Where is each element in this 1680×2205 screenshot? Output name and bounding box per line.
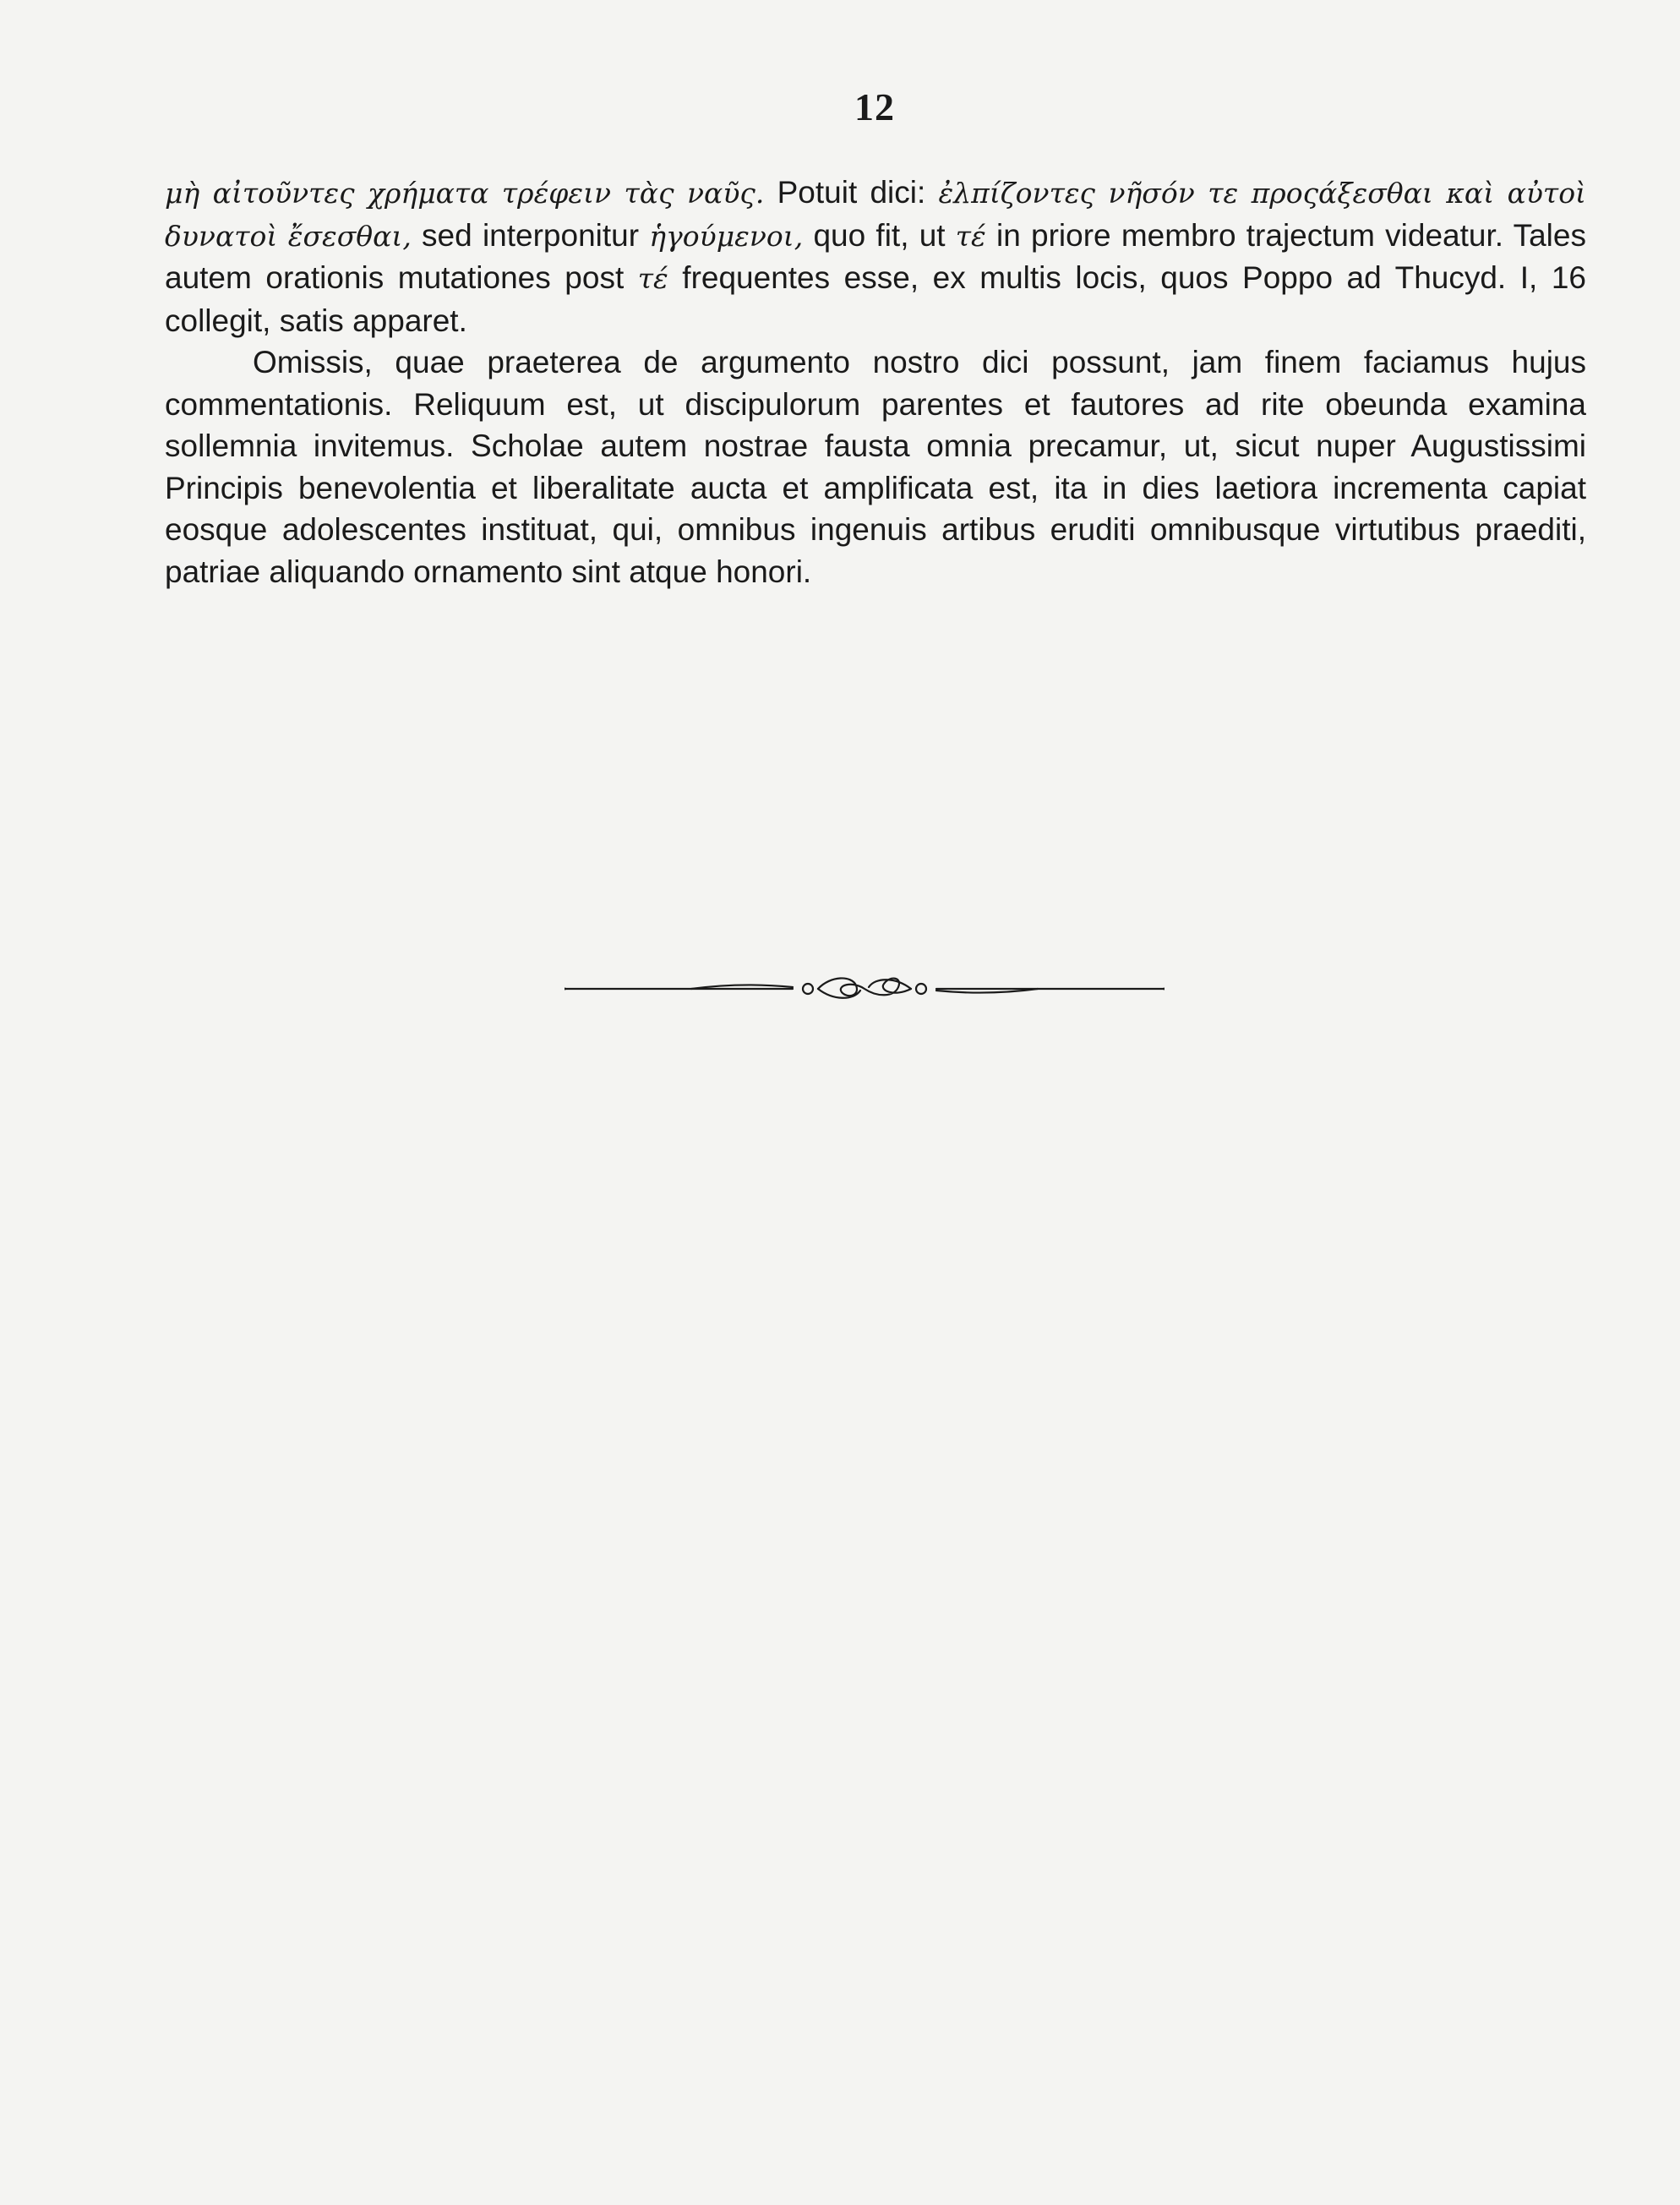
paragraph-2: [165, 341, 1586, 592]
greek-word: ἡγούμενοι,: [649, 219, 804, 253]
greek-word: τέ: [955, 219, 986, 253]
latin-text: sed interponitur: [411, 217, 650, 253]
latin-text: frequentes esse, ex multis locis, quos Poppo ad Thucyd. I, 16 collegit, satis apparet.: [165, 260, 1586, 338]
body-text: [165, 172, 1586, 592]
greek-phrase: μὴ αἰτοῦντες χρήματα τρέφειν τὰς ναῦς.: [165, 177, 765, 210]
page-number: 12: [854, 85, 895, 128]
latin-text: quo fit, ut: [803, 217, 956, 253]
latin-text: Potuit dici:: [764, 175, 939, 210]
latin-text: in priore membro trajectum videatur. Tales autem orationis mutationes post: [165, 217, 1586, 295]
closing-flourish-ornament: [565, 972, 1165, 1006]
latin-text: Omissis, quae praeterea de argumento nostro dici possunt, jam finem faciamus hujus commentationis. Reliquum est, ut discipulorum parentes et fautores ad rite obeunda examina sollemnia invitemus. Scholae autem nostrae fausta omnia precamur, ut, sicut nuper Augustissimi Principis benevolentia et liberalitate aucta et amplificata est, ita in dies laetiora incrementa capiat eosque adolescentes instituat, qui, omnibus ingenuis artibus eruditi omnibusque virtutibus praediti, patriae aliquando ornamento sint atque honori.: [165, 345, 1586, 589]
greek-word: τέ: [637, 262, 668, 295]
greek-phrase: ἐλπίζοντες νῆσόν τε προςάξεσθαι καὶ αὐτοὶ δυνατοὶ ἔσεσθαι,: [165, 177, 1586, 253]
paragraph-1: [165, 172, 1586, 341]
